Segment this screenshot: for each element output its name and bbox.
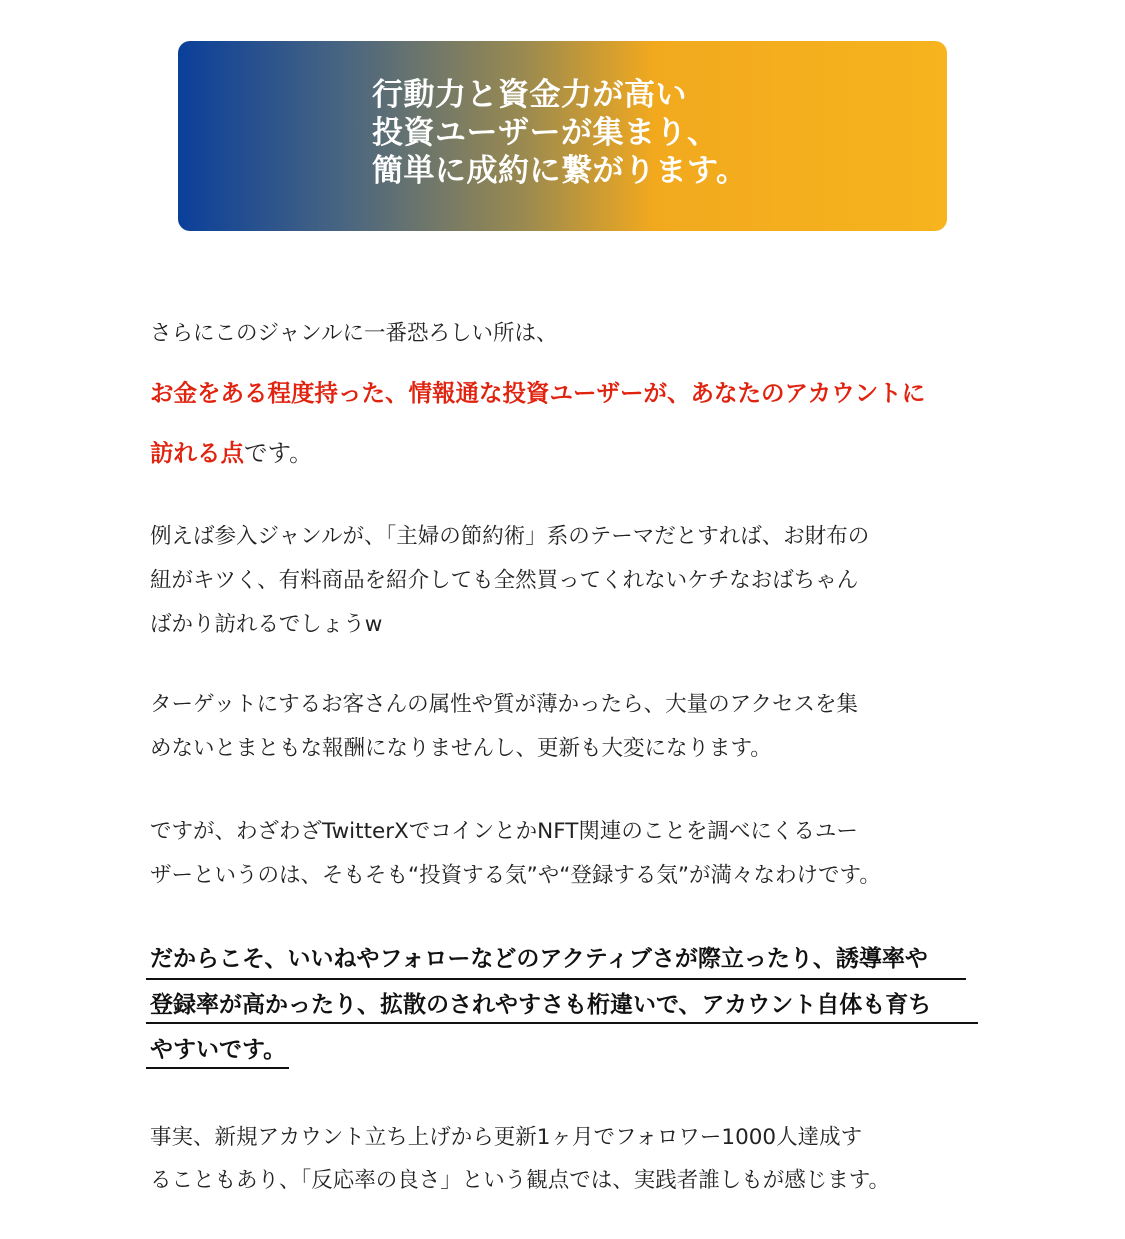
paragraph-line: 事実、新規アカウント立ち上げから更新1ヶ月でフォロワー1000人達成す — [150, 1125, 863, 1150]
intro-text: さらにこのジャンルに一番恐ろしい所は、 — [150, 321, 558, 346]
paragraph-line: ザーというのは、そもそも“投資する気”や“登録する気”が満々なわけです。 — [150, 863, 881, 888]
banner-line: 簡単に成約に繋がります。 — [372, 153, 748, 189]
banner-headline — [372, 76, 748, 190]
highlight-emphasis: 訪れる点 — [150, 439, 244, 467]
underline — [146, 1022, 978, 1024]
underline — [146, 978, 966, 980]
banner-line: 投資ユーザーが集まり、 — [372, 115, 719, 151]
paragraph-line: 例えば参入ジャンルが、「主婦の節約術」系のテーマだとすれば、お財布の — [150, 524, 870, 549]
emphasis-line: 登録率が高かったり、拡散のされやすさも桁違いで、アカウント自体も育ち — [150, 992, 932, 1018]
underline — [146, 1067, 289, 1069]
emphasis-line: だからこそ、いいねやフォローなどのアクティブさが際立ったり、誘導率や — [150, 946, 928, 972]
highlight-suffix: です。 — [244, 439, 313, 467]
paragraph-line: ですが、わざわざTwitterXでコインとかNFT関連のことを調べにくるユー — [150, 819, 858, 844]
paragraph-line: 紐がキツく、有料商品を紹介しても全然買ってくれないケチなおばちゃん — [150, 568, 859, 593]
banner-line: 行動力と資金力が高い — [372, 77, 687, 113]
paragraph-line: めないとまともな報酬になりませんし、更新も大変になります。 — [150, 736, 772, 761]
paragraph-line: ることもあり、「反応率の良さ」という観点では、実践者誰しもが感じます。 — [150, 1168, 891, 1193]
highlight-line-1: お金をある程度持った、情報通な投資ユーザーが、あなたのアカウントに — [150, 379, 926, 407]
emphasis-line: やすいです。 — [150, 1037, 287, 1063]
paragraph-line: ばかり訪れるでしょうw — [150, 612, 383, 637]
highlight-line-2 — [150, 434, 313, 468]
paragraph-line: ターゲットにするお客さんの属性や質が薄かったら、大量のアクセスを集 — [150, 692, 858, 717]
